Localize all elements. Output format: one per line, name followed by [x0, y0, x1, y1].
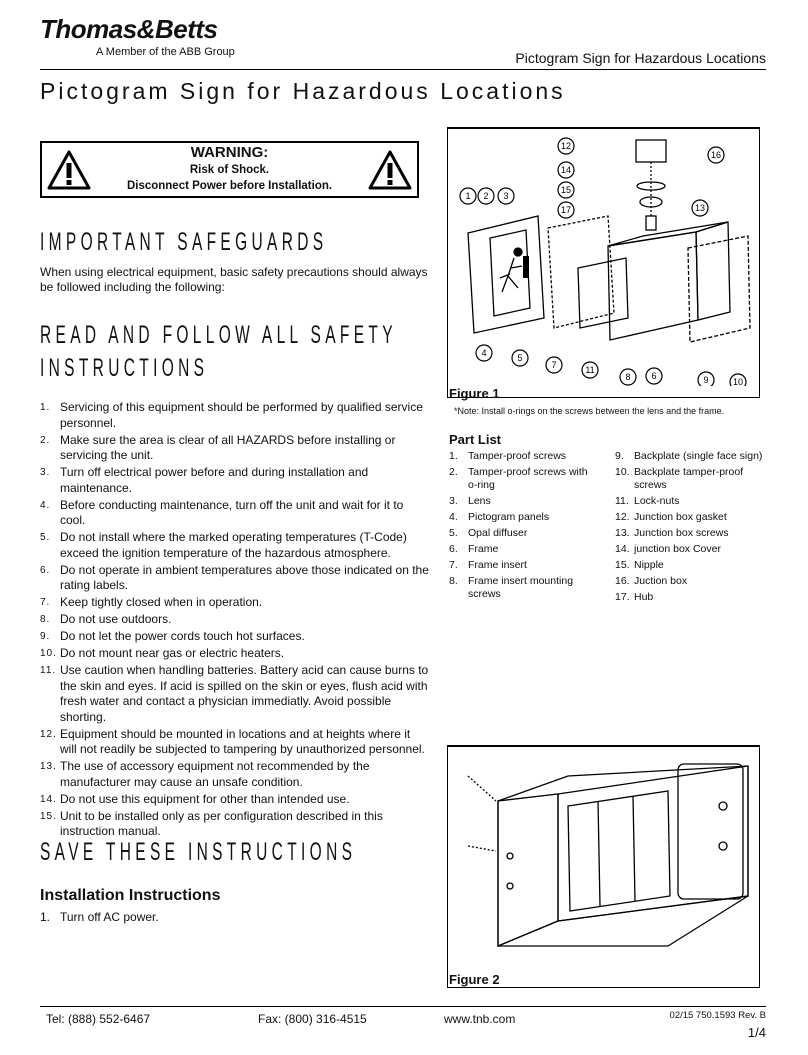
- safety-item: [40, 465, 430, 496]
- part-name: Lock-nuts: [634, 495, 680, 507]
- callout-16: 16: [710, 150, 722, 160]
- safety-item-text: Use caution when handling batteries. Battery acid can cause burns to the skin and eyes. If acid is spilled on the skin or eyes, flush acid with fresh water and contact a physician immediatly. Avoid possible shorting.: [60, 663, 429, 724]
- safety-item-number: 3.: [40, 467, 51, 478]
- footer-fax: Fax: (800) 316-4515: [258, 1012, 367, 1026]
- part-list-item: [615, 575, 770, 588]
- part-name: Lens: [468, 495, 491, 507]
- safety-item-number: 14.: [40, 793, 57, 805]
- part-list-item: [449, 466, 599, 492]
- safety-item-text: Servicing of this equipment should be performed by qualified service personnel.: [60, 400, 423, 430]
- safety-item: [40, 759, 430, 790]
- safety-item-text: Keep tightly closed when in operation.: [60, 595, 263, 609]
- step-number: 1.: [40, 910, 51, 924]
- warning-line-1: Risk of Shock.: [189, 164, 270, 176]
- part-name: Tamper-proof screws: [468, 450, 567, 462]
- part-number: 9.: [615, 450, 624, 462]
- read-follow-heading-line-1: READ AND FOLLOW ALL SAFETY: [40, 321, 397, 349]
- part-list-item: [615, 511, 770, 524]
- safety-item-text: Do not let the power cords touch hot surfaces.: [60, 629, 305, 643]
- safety-instructions-list: [40, 400, 430, 841]
- safety-item-text: Unit to be installed only as per configuration described in this instruction manual.: [60, 808, 383, 838]
- safety-item: [40, 629, 430, 645]
- part-number: 1.: [449, 450, 458, 462]
- installation-step: [40, 910, 159, 924]
- part-number: 13.: [615, 527, 630, 539]
- step-text: Turn off AC power.: [60, 910, 159, 924]
- part-number: 5.: [449, 527, 458, 539]
- safety-item: [40, 612, 430, 628]
- callout-5: 5: [517, 353, 523, 363]
- safety-item-text: Do not operate in ambient temperatures above those indicated on the rating labels.: [60, 562, 429, 592]
- safety-item-text: Make sure the area is clear of all HAZARDS before installing or servicing the unit.: [60, 432, 396, 462]
- callout-13: 13: [694, 203, 706, 213]
- safety-item: [40, 400, 430, 431]
- safety-item-number: 5.: [40, 532, 51, 543]
- safety-item: [40, 663, 430, 725]
- part-number: 17.: [615, 591, 630, 603]
- safety-item: [40, 595, 430, 611]
- part-list-item: [449, 511, 599, 524]
- safety-item-number: 10.: [40, 648, 57, 659]
- part-list-item: [615, 543, 770, 556]
- part-name: Junction box gasket: [634, 511, 727, 523]
- part-list-heading: Part List: [449, 432, 502, 447]
- part-number: 12.: [615, 511, 630, 523]
- safety-item-number: 9.: [40, 631, 51, 642]
- safety-item: [40, 646, 430, 662]
- callout-17: 17: [560, 205, 572, 215]
- part-list-item: [615, 527, 770, 540]
- running-header: Pictogram Sign for Hazardous Locations: [515, 50, 766, 66]
- footer-rule: [40, 1006, 766, 1007]
- callout-9: 9: [703, 375, 709, 385]
- part-number: 2.: [449, 466, 458, 478]
- safety-item-number: 6.: [40, 564, 51, 576]
- part-list-column-right: [615, 450, 770, 607]
- safety-item-number: 8.: [40, 614, 51, 625]
- company-tagline: A Member of the ABB Group: [96, 46, 235, 58]
- part-number: 16.: [615, 575, 630, 587]
- safety-item-text: Equipment should be mounted in locations and at heights where it will not readily be subjected to tampering by unauthorized personnel.: [60, 726, 425, 756]
- part-name: Frame insert: [468, 559, 527, 571]
- part-name: Opal diffuser: [468, 527, 528, 539]
- safety-item-number: 7.: [40, 597, 51, 608]
- part-list-item: [449, 575, 599, 601]
- footer-revision: 02/15 750.1593 Rev. B: [669, 1010, 766, 1021]
- safety-item-number: 15.: [40, 810, 57, 822]
- safety-item-text: Do not install where the marked operating temperatures (T-Code) exceed the ignition temperature of the hazardous atmosphere.: [60, 530, 407, 560]
- part-list-item: [615, 466, 770, 492]
- safety-item-text: The use of accessory equipment not recommended by the manufacturer may cause an unsafe condition.: [60, 759, 370, 789]
- part-name: Junction box screws: [634, 527, 729, 539]
- safety-item: [40, 727, 430, 758]
- intro-paragraph: When using electrical equipment, basic safety precautions should always be followed including the following:: [40, 265, 428, 294]
- installation-heading: Installation Instructions: [40, 887, 221, 904]
- callout-6: 6: [651, 371, 657, 381]
- figure-1-top-rule: [447, 127, 760, 129]
- figure-1-note: *Note: Install o-rings on the screws between the lens and the frame.: [454, 406, 725, 416]
- part-list-item: [615, 559, 770, 572]
- callout-11: 11: [585, 365, 595, 375]
- part-list-item: [449, 450, 599, 463]
- figure-2-caption: Figure 2: [449, 972, 500, 987]
- part-list-column-left: [449, 450, 599, 604]
- safety-item-text: Do not mount near gas or electric heaters.: [60, 646, 285, 660]
- warning-triangle-icon: [368, 150, 412, 190]
- part-number: 6.: [449, 543, 458, 555]
- part-list-item: [449, 495, 599, 508]
- callout-4: 4: [481, 348, 487, 358]
- safety-item-text: Turn off electrical power before and during installation and maintenance.: [60, 465, 369, 495]
- read-follow-heading-line-2: INSTRUCTIONS: [40, 354, 209, 382]
- part-name: Frame insert mounting screws: [468, 575, 574, 600]
- part-list-item: [615, 450, 770, 463]
- part-name: Nipple: [634, 559, 664, 571]
- part-list-item: [615, 495, 770, 508]
- header-rule: [40, 69, 766, 70]
- part-name: Frame: [468, 543, 499, 555]
- safety-item: [40, 530, 430, 561]
- part-name: Juction box: [634, 575, 688, 587]
- figure-1-caption: Figure 1: [449, 386, 500, 401]
- warning-title: WARNING:: [190, 144, 269, 161]
- part-name: Hub: [634, 591, 654, 603]
- safety-item: [40, 433, 430, 464]
- important-safeguards-heading: IMPORTANT SAFEGUARDS: [40, 228, 328, 256]
- part-list-item: [615, 591, 770, 604]
- callout-15: 15: [560, 185, 572, 195]
- company-logo: Thomas&Betts: [40, 14, 218, 44]
- figure-1-frame: [447, 127, 760, 398]
- safety-item-number: 13.: [40, 761, 57, 772]
- safety-item-number: 1.: [40, 402, 51, 413]
- figure-2-frame: [447, 745, 760, 988]
- safety-item-number: 4.: [40, 499, 51, 511]
- page-number: 1/4: [747, 1025, 766, 1040]
- safety-item-number: 11.: [40, 665, 57, 676]
- part-number: 4.: [449, 511, 458, 523]
- callout-14: 14: [560, 165, 572, 175]
- footer-website[interactable]: www.tnb.com: [444, 1012, 516, 1026]
- callout-7: 7: [551, 360, 557, 370]
- part-number: 3.: [449, 495, 458, 507]
- page-title: Pictogram Sign for Hazardous Locations: [40, 78, 566, 104]
- part-name: Tamper-proof screws with o-ring: [468, 466, 588, 491]
- part-number: 10.: [615, 466, 630, 478]
- part-name: Backplate (single face sign): [634, 450, 763, 462]
- warning-box: [40, 141, 419, 198]
- frame-mounting-illustration: [448, 746, 759, 971]
- part-name: Backplate tamper-proof screws: [634, 466, 744, 491]
- safety-item: [40, 498, 430, 529]
- safety-item: [40, 563, 430, 594]
- part-name: junction box Cover: [634, 543, 721, 555]
- callout-3: 3: [503, 191, 509, 201]
- warning-line-2: Disconnect Power before Installation.: [126, 180, 333, 192]
- save-instructions-heading: SAVE THESE INSTRUCTIONS: [40, 838, 357, 866]
- callout-1: 1: [465, 191, 471, 201]
- part-number: 15.: [615, 559, 630, 571]
- safety-item-number: 2.: [40, 434, 51, 446]
- callout-12: 12: [560, 141, 572, 151]
- safety-item: [40, 792, 430, 808]
- callout-2: 2: [483, 191, 489, 201]
- callout-8: 8: [625, 372, 631, 382]
- part-number: 8.: [449, 575, 458, 587]
- part-list-item: [449, 559, 599, 572]
- part-number: 7.: [449, 559, 458, 571]
- safety-item-number: 12.: [40, 728, 57, 740]
- safety-item-text: Do not use this equipment for other than intended use.: [60, 791, 350, 806]
- part-number: 11.: [615, 495, 629, 507]
- exploded-view-illustration: [448, 128, 759, 386]
- safety-item-text: Do not use outdoors.: [60, 612, 172, 626]
- callout-10: 10: [732, 377, 744, 386]
- safety-item-text: Before conducting maintenance, turn off the unit and wait for it to cool.: [60, 497, 404, 527]
- part-list-item: [449, 527, 599, 540]
- part-list-item: [449, 543, 599, 556]
- part-name: Pictogram panels: [468, 511, 550, 523]
- part-number: 14.: [615, 543, 630, 555]
- safety-item: [40, 809, 430, 840]
- figure-2-top-rule: [447, 745, 760, 747]
- footer-phone: Tel: (888) 552-6467: [46, 1012, 151, 1026]
